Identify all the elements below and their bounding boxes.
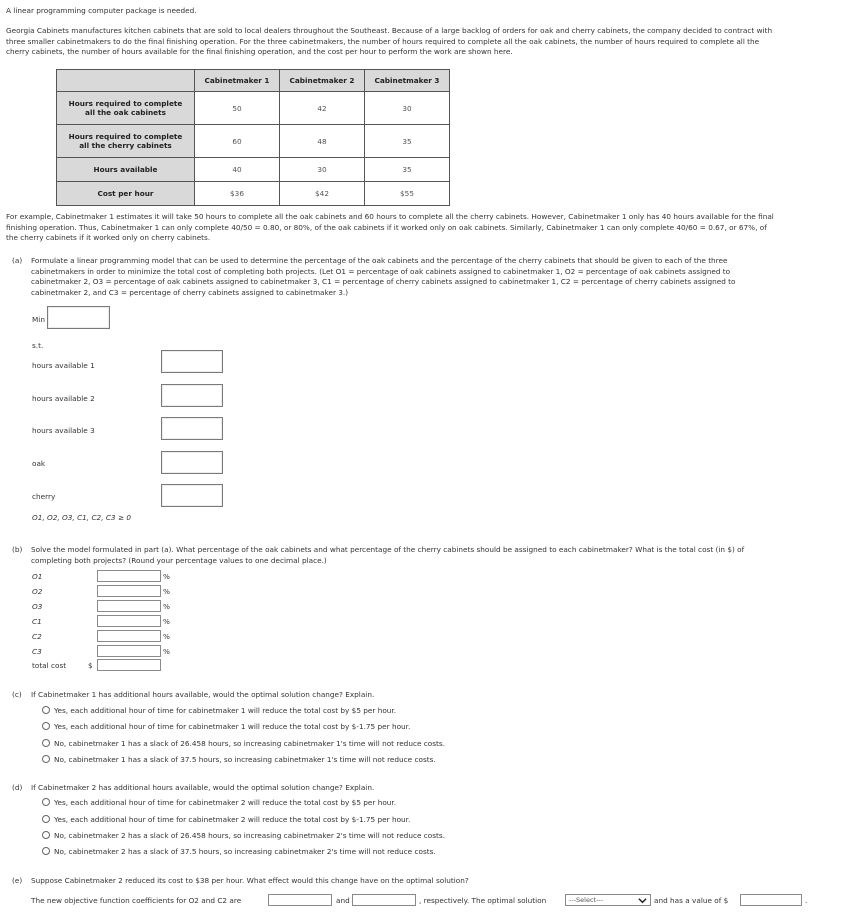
input-c2[interactable]: [97, 630, 161, 642]
percent-sign: %: [163, 632, 170, 641]
constraint-input-cherry[interactable]: [161, 484, 223, 507]
table-cell: 40: [195, 158, 280, 182]
percent-sign: %: [163, 572, 170, 581]
min-label: Min: [32, 315, 45, 324]
table-cell: 35: [365, 158, 450, 182]
select-value: ---Select---: [569, 896, 604, 904]
input-o2-coefficient[interactable]: [268, 894, 332, 906]
part-e-text-3: and has a value of $: [654, 896, 729, 905]
option-text: Yes, each additional hour of time for cabinetmaker 1 will reduce the total cost by $5 per hour.: [54, 706, 397, 715]
total-cost-label: total cost: [32, 661, 67, 670]
option-text: No, cabinetmaker 2 has a slack of 26.458 hours, so increasing cabinetmaker 2's time will not reduce costs.: [54, 831, 446, 840]
part-a-question: Formulate a linear programming model that can be used to determine the percentage of the oak cabinets and the percentage of the cherry cabinets that should be given to each of the three cabinetmakers in order to minimize the total cost of completing both projects. (Let O1 = percentage of oak cabinets assigned to cabinetmaker 1, O2 = percentage of oak cabinets assigned to cabinetmaker 2, O3 = percentage of oak cabinets assigned to cabinetmaker 3, C1 = percentage of cherry cabinets assigned to cabinetmaker 1, C2 = percentage of cherry cabinets assigned to cabinetmaker 2, and C3 = percentage of cherry cabinets assigned to cabinetmaker 3.): [31, 256, 736, 297]
option-text: No, cabinetmaker 2 has a slack of 37.5 hours, so increasing cabinetmaker 2's time will not reduce costs.: [54, 847, 436, 856]
constraint-input-hours-3[interactable]: [161, 417, 223, 440]
row-header: Cost per hour: [57, 182, 195, 206]
option-text: Yes, each additional hour of time for cabinetmaker 2 will reduce the total cost by $-1.75 per hour.: [54, 815, 411, 824]
table-cell: $55: [365, 182, 450, 206]
cabinetmaker-table: [56, 69, 450, 206]
var-label-c2: C2: [32, 632, 42, 641]
table-cell: 48: [280, 125, 365, 158]
table-cell: $42: [280, 182, 365, 206]
input-c2-coefficient[interactable]: [352, 894, 416, 906]
input-o2[interactable]: [97, 585, 161, 597]
constraint-input-hours-2[interactable]: [161, 384, 223, 407]
radio-d-option-4[interactable]: [42, 847, 50, 855]
part-e-question: Suppose Cabinetmaker 2 reduced its cost to $38 per hour. What effect would this change have on the optimal solution?: [31, 876, 469, 885]
table-row: [57, 125, 450, 158]
input-c1[interactable]: [97, 615, 161, 627]
input-c3[interactable]: [97, 645, 161, 657]
percent-sign: %: [163, 587, 170, 596]
part-d-question: If Cabinetmaker 2 has additional hours available, would the optimal solution change? Explain.: [31, 783, 375, 792]
table-cell: 30: [365, 92, 450, 125]
radio-c-option-3[interactable]: [42, 739, 50, 747]
part-e-label: (e): [12, 876, 23, 885]
part-c-question: If Cabinetmaker 1 has additional hours available, would the optimal solution change? Explain.: [31, 690, 375, 699]
example-line: finishing operation. Thus, Cabinetmaker 1 can only complete 40/50 = 0.80, or 80%, of the oak cabinets if it worked only on oak cabinets. Similarly, Cabinetmaker 1 can only complete 40/60 = 0.67, or 67%, of: [6, 222, 767, 232]
radio-d-option-1[interactable]: [42, 798, 50, 806]
part-d-label: (d): [12, 783, 23, 792]
constraint-label: cherry: [32, 492, 56, 501]
table-cell: 42: [280, 92, 365, 125]
var-label-o1: O1: [32, 572, 43, 581]
var-label-o3: O3: [32, 602, 43, 611]
constraint-label: hours available 2: [32, 394, 95, 403]
radio-c-option-4[interactable]: [42, 755, 50, 763]
example-paragraph: [6, 212, 866, 244]
constraint-label: hours available 1: [32, 361, 95, 370]
table-cell: 50: [195, 92, 280, 125]
solution-select[interactable]: [565, 894, 651, 906]
nonnegativity-constraint: O1, O2, O3, C1, C2, C3 ≥ 0: [32, 513, 131, 522]
column-header: Cabinetmaker 1: [195, 70, 280, 92]
part-e-text-2: , respectively. The optimal solution: [419, 896, 547, 905]
option-text: Yes, each additional hour of time for cabinetmaker 2 will reduce the total cost by $5 per hour.: [54, 798, 397, 807]
intro-text: A linear programming computer package is needed.: [6, 6, 197, 15]
table-row: [57, 158, 450, 182]
row-header: Hours available: [57, 158, 195, 182]
period: .: [805, 896, 808, 905]
table-corner: [57, 70, 195, 92]
and-text: and: [336, 896, 350, 905]
radio-d-option-3[interactable]: [42, 831, 50, 839]
input-optimal-value[interactable]: [740, 894, 802, 906]
part-b-label: (b): [12, 545, 23, 554]
part-a-label: (a): [12, 256, 23, 265]
table-row: [57, 182, 450, 206]
part-b-question: Solve the model formulated in part (a). What percentage of the oak cabinets and what percentage of the cherry cabinets should be assigned to each cabinetmaker? What is the total cost (in $) of completing both projects? (Round your percentage values to one decimal place.): [31, 545, 745, 565]
row-header: Hours required to complete all the oak cabinets: [57, 92, 195, 125]
var-label-o2: O2: [32, 587, 43, 596]
table-cell: 35: [365, 125, 450, 158]
constraint-label: hours available 3: [32, 426, 95, 435]
radio-c-option-1[interactable]: [42, 706, 50, 714]
percent-sign: %: [163, 617, 170, 626]
input-total-cost[interactable]: [97, 659, 161, 671]
option-text: No, cabinetmaker 1 has a slack of 26.458 hours, so increasing cabinetmaker 1's time will not reduce costs.: [54, 739, 446, 748]
var-label-c1: C1: [32, 617, 42, 626]
input-o1[interactable]: [97, 570, 161, 582]
example-line: For example, Cabinetmaker 1 estimates it will take 50 hours to complete all the oak cabinets and 60 hours to complete all the cherry cabinets. However, Cabinetmaker 1 only has 40 hours available for the final: [6, 212, 774, 221]
radio-d-option-2[interactable]: [42, 815, 50, 823]
option-text: Yes, each additional hour of time for cabinetmaker 1 will reduce the total cost by $-1.75 per hour.: [54, 722, 411, 731]
problem-line: Georgia Cabinets manufactures kitchen cabinets that are sold to local dealers throughout the Southeast. Because of a large backlog of orders for oak and cherry cabinets, the company decided to contract with: [6, 26, 773, 35]
constraint-input-oak[interactable]: [161, 451, 223, 474]
part-c-label: (c): [12, 690, 22, 699]
chevron-down-icon: [638, 895, 647, 908]
column-header: Cabinetmaker 2: [280, 70, 365, 92]
row-header: Hours required to complete all the cherry cabinets: [57, 125, 195, 158]
objective-input[interactable]: [47, 306, 110, 329]
percent-sign: %: [163, 647, 170, 656]
table-row: [57, 92, 450, 125]
dollar-sign: $: [88, 661, 93, 670]
st-label: s.t.: [32, 341, 44, 350]
table-cell: $36: [195, 182, 280, 206]
var-label-c3: C3: [32, 647, 42, 656]
table-cell: 60: [195, 125, 280, 158]
column-header: Cabinetmaker 3: [365, 70, 450, 92]
constraint-label: oak: [32, 459, 46, 468]
problem-statement: [6, 26, 864, 58]
percent-sign: %: [163, 602, 170, 611]
part-e-text: The new objective function coefficients for O2 and C2 are: [31, 896, 242, 905]
example-line: the cherry cabinets if it worked only on cherry cabinets.: [6, 233, 211, 242]
radio-c-option-2[interactable]: [42, 722, 50, 730]
constraint-input-hours-1[interactable]: [161, 350, 223, 373]
table-cell: 30: [280, 158, 365, 182]
problem-line: cherry cabinets, the number of hours available for the final finishing operation, and the cost per hour to perform the work are shown here.: [6, 47, 513, 56]
problem-line: three smaller cabinetmakers to do the final finishing operation. For the three cabinetmakers, the number of hours required to complete all the oak cabinets, the number of hours required to complete all the: [6, 36, 760, 46]
input-o3[interactable]: [97, 600, 161, 612]
option-text: No, cabinetmaker 1 has a slack of 37.5 hours, so increasing cabinetmaker 1's time will not reduce costs.: [54, 755, 436, 764]
